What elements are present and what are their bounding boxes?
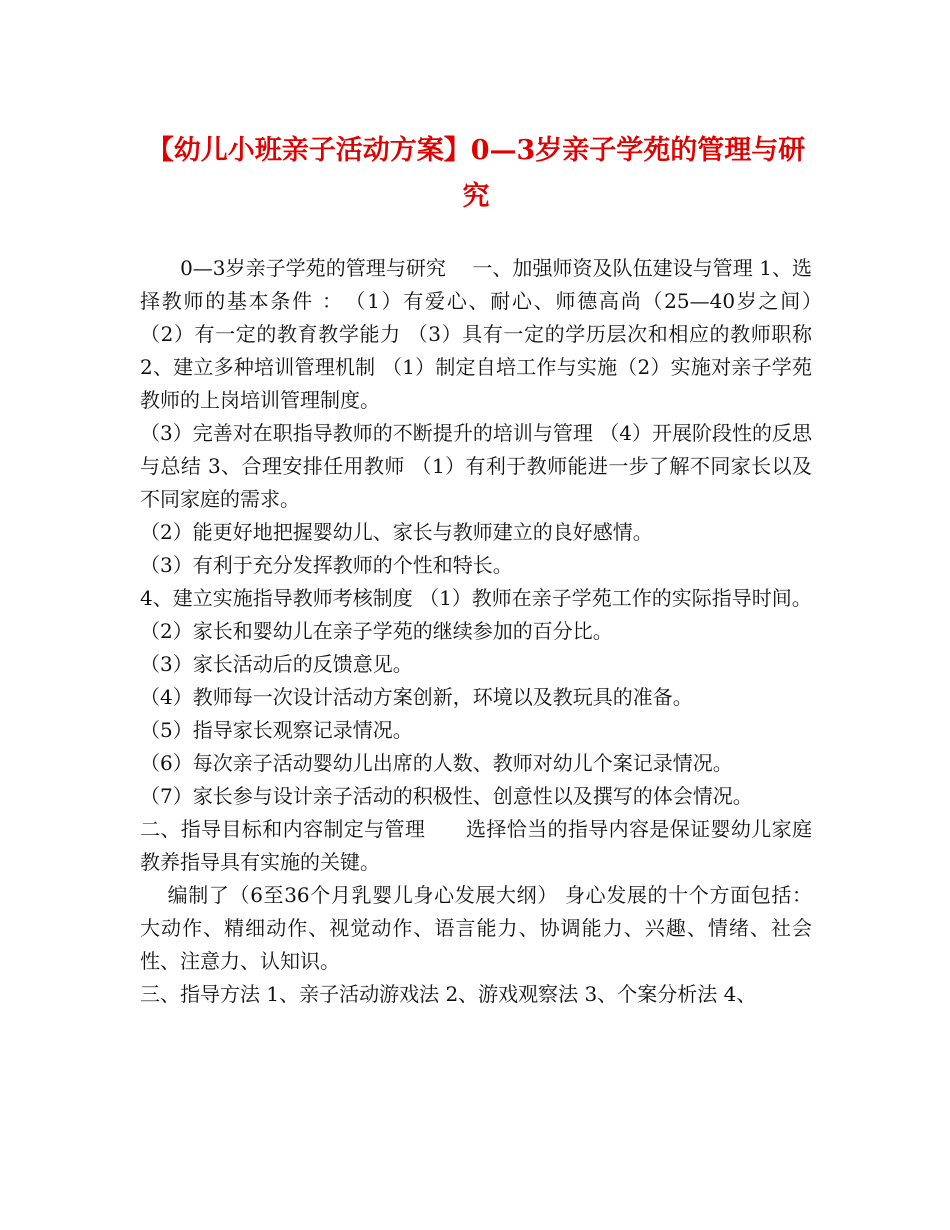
body-paragraph-2: （3）完善对在职指导教师的不断提升的培训与管理 （4）开展阶段性的反思与总结 3、合理安排任用教师 （1）有利于教师能进一步了解不同家长以及不同家庭的需求。 [140,421,812,511]
body-paragraph-14: 三、指导方法 1、亲子活动游戏法 2、游戏观察法 3、个案分析法 4、 [140,982,757,1006]
body-paragraph-13: 编制了（6至36个月乳婴儿身心发展大纲） 身心发展的十个方面包括： 大动作、精细动作、视觉动作、语言能力、协调能力、兴趣、情绪、社会性、注意力、认知识。 [140,883,812,973]
body-paragraph-1: 0—3岁亲子学苑的管理与研究 一、加强师资及队伍建设与管理 1、选择教师的基本条件 ： （1）有爱心、耐心、师德高尚（25—40岁之间） （2）有一定的教育教学能力 （3）具有一定的学历层次和相应的教师职称 2、建立多种培训管理机制 （1）制定自培工作与实施（2）实施对亲子学苑教师的上岗培训管理制度。 [140,256,832,412]
body-paragraph-11: （7）家长参与设计亲子活动的积极性、创意性以及撰写的体会情况。 [140,784,753,808]
body-paragraph-3: （2）能更好地把握婴幼儿、家长与教师建立的良好感情。 [140,520,653,544]
body-paragraph-5: 4、建立实施指导教师考核制度 （1）教师在亲子学苑工作的实际指导时间。 [140,586,812,610]
body-paragraph-10: （6）每次亲子活动婴幼儿出席的人数、教师对幼儿个案记录情况。 [140,751,733,775]
document-title: 【幼儿小班亲子活动方案】0—3岁亲子学苑的管理与研究 [146,135,806,212]
body-paragraph-12: 二、指导目标和内容制定与管理 选择恰当的指导内容是保证婴幼儿家庭教养指导具有实施的关键。 [140,817,812,874]
body-paragraph-8: （4）教师每一次设计活动方案创新，环境以及教玩具的准备。 [140,685,693,709]
body-paragraph-9: （5）指导家长观察记录情况。 [140,718,413,742]
body-paragraph-7: （3）家长活动后的反馈意见。 [140,652,413,676]
body-paragraph-6: （2）家长和婴幼儿在亲子学苑的继续参加的百分比。 [140,619,613,643]
document-body [140,252,832,1011]
body-paragraph-4: （3）有利于充分发挥教师的个性和特长。 [140,553,513,577]
